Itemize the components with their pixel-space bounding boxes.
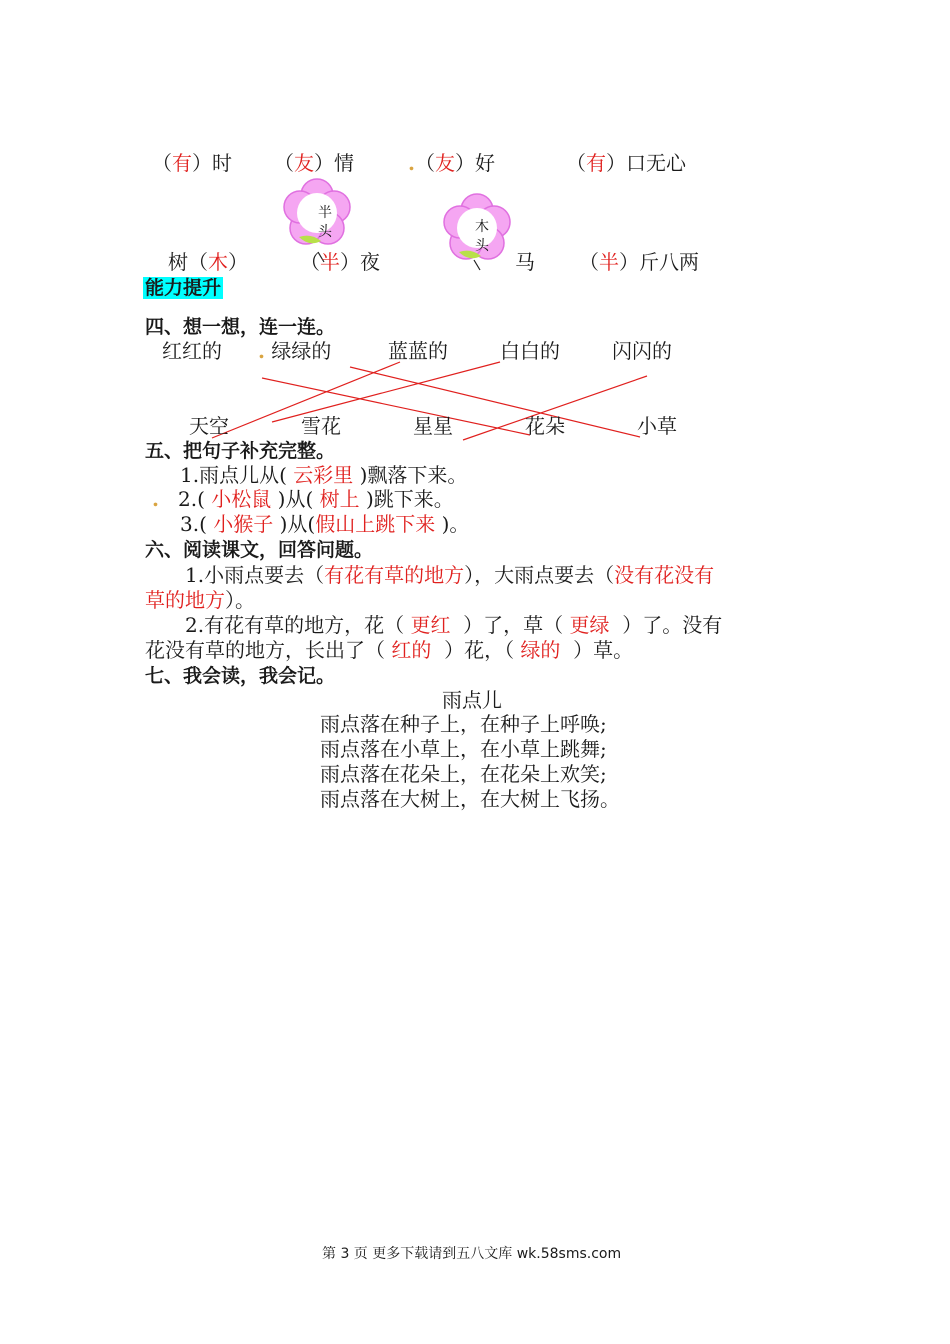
poem-line: 雨点落在花朵上，在花朵上欢笑; <box>320 762 607 786</box>
section-title: 六、阅读课文，回答问题。 <box>145 539 374 561</box>
word-top: . 绿绿的 <box>258 339 332 363</box>
fill-item: （半）夜 <box>300 250 380 274</box>
poem-line: 雨点落在小草上，在小草上跳舞; <box>320 737 607 761</box>
word-top: 红红的 <box>162 339 222 363</box>
dot-mark: . <box>408 151 415 175</box>
word-top: 白白的 <box>500 339 560 363</box>
fill-item: （半）斤八两 <box>579 250 699 274</box>
section-heading: 能力提升 <box>145 277 222 299</box>
word-bottom: 小草 <box>637 414 677 438</box>
flower-text-bottom: 头 <box>318 224 332 240</box>
poem-line: 雨点落在大树上，在大树上飞扬。 <box>320 787 620 811</box>
word-bottom: 天空 <box>189 414 229 438</box>
answer-line: 1.小雨点要去（有花有草的地方），大雨点要去（没有花没有 <box>185 563 715 587</box>
fill-item: （有）时 <box>152 151 232 175</box>
section-title: 五、把句子补充完整。 <box>145 440 336 462</box>
section-title: 四、想一想，连一连。 <box>145 316 336 338</box>
flower-icon <box>284 179 350 244</box>
poem-line: 雨点落在种子上，在种子上呼唤; <box>320 712 607 736</box>
answer-line: 2.有花有草的地方，花（ 更红 ）了，草（ 更绿 ）了。没有 <box>185 613 723 637</box>
fill-item: （有）口无心 <box>566 151 686 175</box>
fill-item: 树（木） <box>168 250 248 274</box>
sentence: 3.( 小猴子 )从(假山上跳下来 )。 <box>180 512 470 536</box>
sentence: . 2.( 小松鼠 )从( 树上 )跳下来。 <box>152 487 454 511</box>
answer-line: 花没有草的地方，长出了（ 红的 ）花，（ 绿的 ）草。 <box>145 638 634 662</box>
flower-text-top: 半 <box>318 205 332 221</box>
word-top: 闪闪的 <box>612 339 672 363</box>
connector-line <box>350 367 640 437</box>
word-top: 蓝蓝的 <box>388 339 448 363</box>
page-footer: 第 3 页 更多下载请到五八文库 wk.58sms.com <box>322 1246 622 1262</box>
word-bottom: 雪花 <box>301 414 341 438</box>
fill-item: .（友）好 <box>408 151 495 175</box>
flower-text-top: 木 <box>475 219 489 235</box>
poem-title: 雨点儿 <box>442 688 502 712</box>
word-bottom: 花朵 <box>525 414 565 438</box>
tick-mark <box>474 260 480 270</box>
fill-item: 马 <box>515 250 535 274</box>
sentence: 1.雨点儿从( 云彩里 )飘落下来。 <box>180 463 468 487</box>
answer-line: 草的地方）。 <box>145 588 255 612</box>
flower-text-bottom: 头 <box>475 238 489 254</box>
fill-item: （友）情 <box>274 151 354 175</box>
section-title: 七、我会读，我会记。 <box>145 665 336 687</box>
word-bottom: 星星 <box>413 414 453 438</box>
